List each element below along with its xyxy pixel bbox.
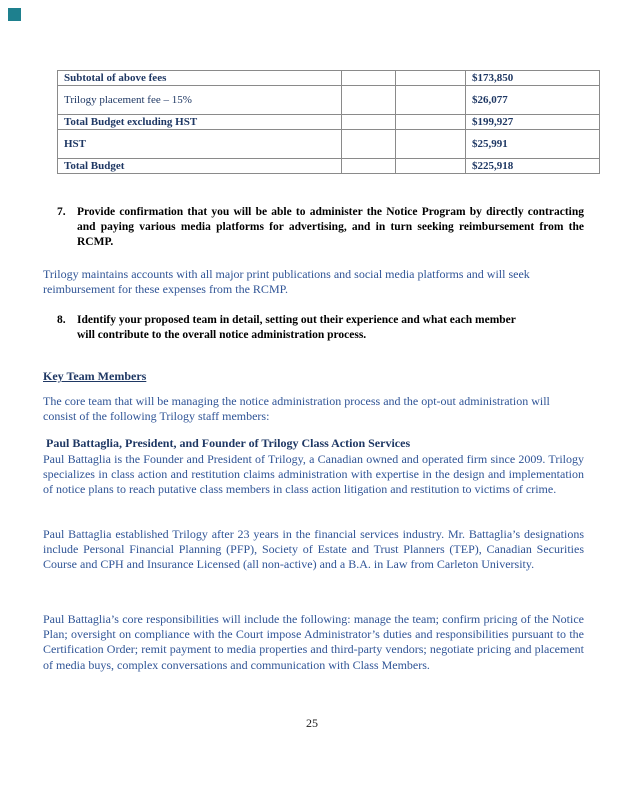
table-row-placement-fee <box>58 86 600 115</box>
paragraph-paul-1: Paul Battaglia is the Founder and President of Trilogy, a Canadian owned and operated firm since 2009. Trilogy specializes in class action and restitution claims administration with expertise in the design and implementation of notice plans to reach putative class members in class action litigation and restitution to victims of crime. <box>43 452 584 497</box>
paragraph-paul-3: Paul Battaglia’s core responsibilities will include the following: manage the team; confirm pricing of the Notice Plan; oversight on compliance with the Court impose Administrator’s duties and responsibilities pursuant to the Certification Order; remit payment to media properties and third-party vendors; negotiate pricing and placement of media buys, complex conversations and communication with Class Members. <box>43 612 584 672</box>
table-row-hst <box>58 130 600 159</box>
row-label: Total Budget excluding HST <box>58 115 342 130</box>
row-label: Total Budget <box>58 159 342 174</box>
corner-marker <box>8 8 21 21</box>
budget-table <box>57 70 600 174</box>
paragraph-core-team: The core team that will be managing the notice administration process and the opt-out administration will consist of the following Trilogy staff members: <box>43 394 550 424</box>
table-row-total-excl-hst <box>58 115 600 130</box>
row-amount: $173,850 <box>466 71 600 86</box>
empty-cell <box>342 71 396 86</box>
list-number: 8. <box>57 314 66 326</box>
table-row-subtotal <box>58 71 600 86</box>
heading-key-team-members: Key Team Members <box>43 369 147 383</box>
heading-paul-battaglia: Paul Battaglia, President, and Founder of Trilogy Class Action Services <box>46 436 411 450</box>
empty-cell <box>342 86 396 115</box>
list-number: 7. <box>57 206 66 218</box>
row-amount: $25,991 <box>466 130 600 159</box>
row-amount: $26,077 <box>466 86 600 115</box>
row-label: HST <box>58 130 342 159</box>
row-label: Trilogy placement fee – 15% <box>58 86 342 115</box>
list-item-7 <box>57 205 584 250</box>
empty-cell <box>396 115 466 130</box>
list-text: Identify your proposed team in detail, setting out their experience and what each member will contribute to the overall notice administration process. <box>77 314 516 341</box>
row-amount: $225,918 <box>466 159 600 174</box>
empty-cell <box>396 71 466 86</box>
paragraph-paul-2: Paul Battaglia established Trilogy after 23 years in the financial services industry. Mr. Battaglia’s designations include Personal Financial Planning (PFP), Society of Estate and Trust Planners (TEP), Canadian Securities Course and CPH and Insurance Licensed (all non-active) and a B.A. in Law from Carleton University. <box>43 527 584 572</box>
empty-cell <box>396 159 466 174</box>
empty-cell <box>342 159 396 174</box>
empty-cell <box>396 86 466 115</box>
page-number: 25 <box>306 716 318 730</box>
paragraph-trilogy-accounts: Trilogy maintains accounts with all major print publications and social media platforms and will seek reimbursement for these expenses from the RCMP. <box>43 267 530 297</box>
list-item-8 <box>57 313 527 343</box>
list-text: Provide confirmation that you will be able to administer the Notice Program by directly contracting and paying various media platforms for advertising, and in turn seeking reimbursement from the RCMP. <box>77 206 584 248</box>
table-row-total-budget <box>58 159 600 174</box>
empty-cell <box>396 130 466 159</box>
empty-cell <box>342 130 396 159</box>
empty-cell <box>342 115 396 130</box>
row-amount: $199,927 <box>466 115 600 130</box>
row-label: Subtotal of above fees <box>58 71 342 86</box>
